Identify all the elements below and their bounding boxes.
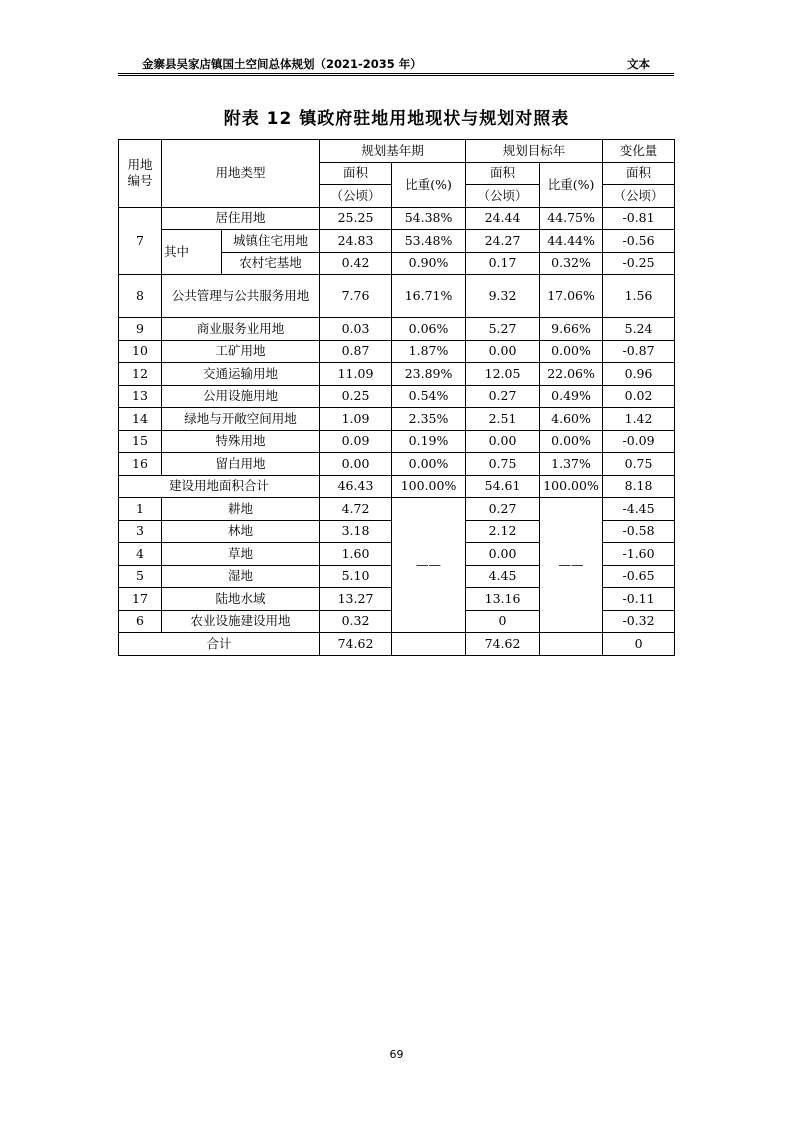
target-area: 13.16 (466, 588, 540, 611)
row-name: 工矿用地 (162, 340, 320, 363)
row-name: 合计 (119, 633, 320, 656)
target-area: 0.00 (466, 430, 540, 453)
base-area: 0.25 (320, 385, 392, 408)
base-area: 74.62 (320, 633, 392, 656)
target-ratio: 0.32% (540, 252, 603, 275)
base-ratio: 1.87% (392, 340, 466, 363)
base-ratio: 100.00% (392, 475, 466, 498)
row-code: 16 (119, 453, 162, 476)
target-ratio: 44.44% (540, 230, 603, 253)
base-ratio: 2.35% (392, 408, 466, 431)
change-value: -0.58 (603, 520, 675, 543)
table-row (119, 318, 675, 341)
target-area: 54.61 (466, 475, 540, 498)
target-area: 0 (466, 610, 540, 633)
target-ratio-empty (540, 633, 603, 656)
base-area: 1.09 (320, 408, 392, 431)
base-ratio-dash: —— (392, 498, 466, 633)
table-row (119, 363, 675, 386)
change-area-label: 面积 (603, 162, 675, 185)
col-code-header: 用地编号 (119, 140, 162, 208)
row-code: 6 (119, 610, 162, 633)
base-area: 4.72 (320, 498, 392, 521)
row-name: 林地 (162, 520, 320, 543)
col-base-period-header: 规划基年期 (320, 140, 466, 163)
target-area: 24.27 (466, 230, 540, 253)
row-code: 17 (119, 588, 162, 611)
base-area: 5.10 (320, 565, 392, 588)
header-section: 文本 (627, 57, 650, 71)
row-name: 陆地水域 (162, 588, 320, 611)
base-ratio-label: 比重(%) (392, 162, 466, 207)
header-row-1 (119, 140, 675, 163)
row-code: 12 (119, 363, 162, 386)
change-value: -0.09 (603, 430, 675, 453)
base-area: 0.42 (320, 252, 392, 275)
table-row (119, 498, 675, 521)
row-code: 3 (119, 520, 162, 543)
target-ratio-label: 比重(%) (540, 162, 603, 207)
col-target-year-header: 规划目标年 (466, 140, 603, 163)
target-area: 74.62 (466, 633, 540, 656)
row-name: 商业服务业用地 (162, 318, 320, 341)
row-name: 农业设施建设用地 (162, 610, 320, 633)
target-area: 2.12 (466, 520, 540, 543)
row-name: 公共管理与公共服务用地 (162, 275, 320, 318)
target-ratio: 0.00% (540, 340, 603, 363)
header-rule-top (118, 73, 674, 74)
target-area-label: 面积 (466, 162, 540, 185)
base-ratio: 53.48% (392, 230, 466, 253)
change-value: -0.81 (603, 207, 675, 230)
page-number: 69 (389, 1048, 404, 1061)
base-area: 13.27 (320, 588, 392, 611)
target-ratio: 1.37% (540, 453, 603, 476)
target-ratio: 17.06% (540, 275, 603, 318)
target-area: 5.27 (466, 318, 540, 341)
land-use-table (118, 139, 675, 656)
row-name: 耕地 (162, 498, 320, 521)
base-ratio: 16.71% (392, 275, 466, 318)
change-value: 0.02 (603, 385, 675, 408)
row-code: 5 (119, 565, 162, 588)
change-value: -0.87 (603, 340, 675, 363)
target-ratio: 44.75% (540, 207, 603, 230)
base-ratio: 0.19% (392, 430, 466, 453)
row-code: 14 (119, 408, 162, 431)
table-row (119, 453, 675, 476)
change-value: 5.24 (603, 318, 675, 341)
row-code: 15 (119, 430, 162, 453)
col-change-header: 变化量 (603, 140, 675, 163)
row-code: 4 (119, 543, 162, 566)
target-area: 0.17 (466, 252, 540, 275)
target-area: 0.00 (466, 340, 540, 363)
change-value: -0.11 (603, 588, 675, 611)
row-code: 8 (119, 275, 162, 318)
row-code: 1 (119, 498, 162, 521)
table-title: 附表 12 镇政府驻地用地现状与规划对照表 (223, 109, 570, 129)
base-ratio: 23.89% (392, 363, 466, 386)
target-area: 0.75 (466, 453, 540, 476)
base-ratio: 0.00% (392, 453, 466, 476)
base-area: 0.09 (320, 430, 392, 453)
change-value: 8.18 (603, 475, 675, 498)
target-ratio: 0.49% (540, 385, 603, 408)
base-area: 3.18 (320, 520, 392, 543)
target-ratio-dash: —— (540, 498, 603, 633)
table-row (119, 385, 675, 408)
change-value: -1.60 (603, 543, 675, 566)
base-area: 0.32 (320, 610, 392, 633)
table-row (119, 230, 675, 253)
row-name: 绿地与开敞空间用地 (162, 408, 320, 431)
target-ratio: 9.66% (540, 318, 603, 341)
target-ratio: 0.00% (540, 430, 603, 453)
row-name: 特殊用地 (162, 430, 320, 453)
change-value: -0.65 (603, 565, 675, 588)
table-row (119, 408, 675, 431)
base-ratio: 0.90% (392, 252, 466, 275)
running-header (118, 56, 674, 72)
grand-total-row (119, 633, 675, 656)
target-area: 0.00 (466, 543, 540, 566)
base-ratio: 0.06% (392, 318, 466, 341)
target-area: 0.27 (466, 498, 540, 521)
target-area: 24.44 (466, 207, 540, 230)
row-name: 居住用地 (162, 207, 320, 230)
row-code: 10 (119, 340, 162, 363)
row-name: 草地 (162, 543, 320, 566)
row-name: 交通运输用地 (162, 363, 320, 386)
base-area: 25.25 (320, 207, 392, 230)
target-ratio: 22.06% (540, 363, 603, 386)
base-area-label: 面积 (320, 162, 392, 185)
target-area: 2.51 (466, 408, 540, 431)
change-value: 0.96 (603, 363, 675, 386)
target-ratio: 4.60% (540, 408, 603, 431)
row-name: 城镇住宅用地 (222, 230, 320, 253)
row-name: 留白用地 (162, 453, 320, 476)
change-value: -4.45 (603, 498, 675, 521)
base-area: 46.43 (320, 475, 392, 498)
base-area: 24.83 (320, 230, 392, 253)
base-area: 0.03 (320, 318, 392, 341)
target-unit-label: （公顷） (466, 185, 540, 208)
change-value: -0.32 (603, 610, 675, 633)
row-code: 13 (119, 385, 162, 408)
base-area: 0.00 (320, 453, 392, 476)
change-value: -0.25 (603, 252, 675, 275)
col-type-header: 用地类型 (162, 140, 320, 208)
row-name: 建设用地面积合计 (119, 475, 320, 498)
change-unit-label: （公顷） (603, 185, 675, 208)
header-doc-title: 金寨县吴家店镇国土空间总体规划（2021-2035 年） (142, 57, 422, 71)
base-unit-label: （公顷） (320, 185, 392, 208)
target-area: 4.45 (466, 565, 540, 588)
base-ratio: 0.54% (392, 385, 466, 408)
table-row (119, 430, 675, 453)
change-value: 0.75 (603, 453, 675, 476)
row-code: 9 (119, 318, 162, 341)
row-code: 7 (119, 207, 162, 275)
target-area: 0.27 (466, 385, 540, 408)
construction-total-row (119, 475, 675, 498)
table-row (119, 340, 675, 363)
change-value: -0.56 (603, 230, 675, 253)
qizhong-label: 其中 (162, 230, 222, 275)
base-ratio: 54.38% (392, 207, 466, 230)
change-value: 0 (603, 633, 675, 656)
header-rule-bottom (118, 75, 674, 76)
base-area: 7.76 (320, 275, 392, 318)
change-value: 1.42 (603, 408, 675, 431)
table-row (119, 207, 675, 230)
base-area: 0.87 (320, 340, 392, 363)
target-ratio: 100.00% (540, 475, 603, 498)
row-name: 农村宅基地 (222, 252, 320, 275)
table-row (119, 275, 675, 318)
base-area: 11.09 (320, 363, 392, 386)
target-area: 9.32 (466, 275, 540, 318)
base-area: 1.60 (320, 543, 392, 566)
target-area: 12.05 (466, 363, 540, 386)
row-name: 公用设施用地 (162, 385, 320, 408)
change-value: 1.56 (603, 275, 675, 318)
base-ratio-empty (392, 633, 466, 656)
row-name: 湿地 (162, 565, 320, 588)
